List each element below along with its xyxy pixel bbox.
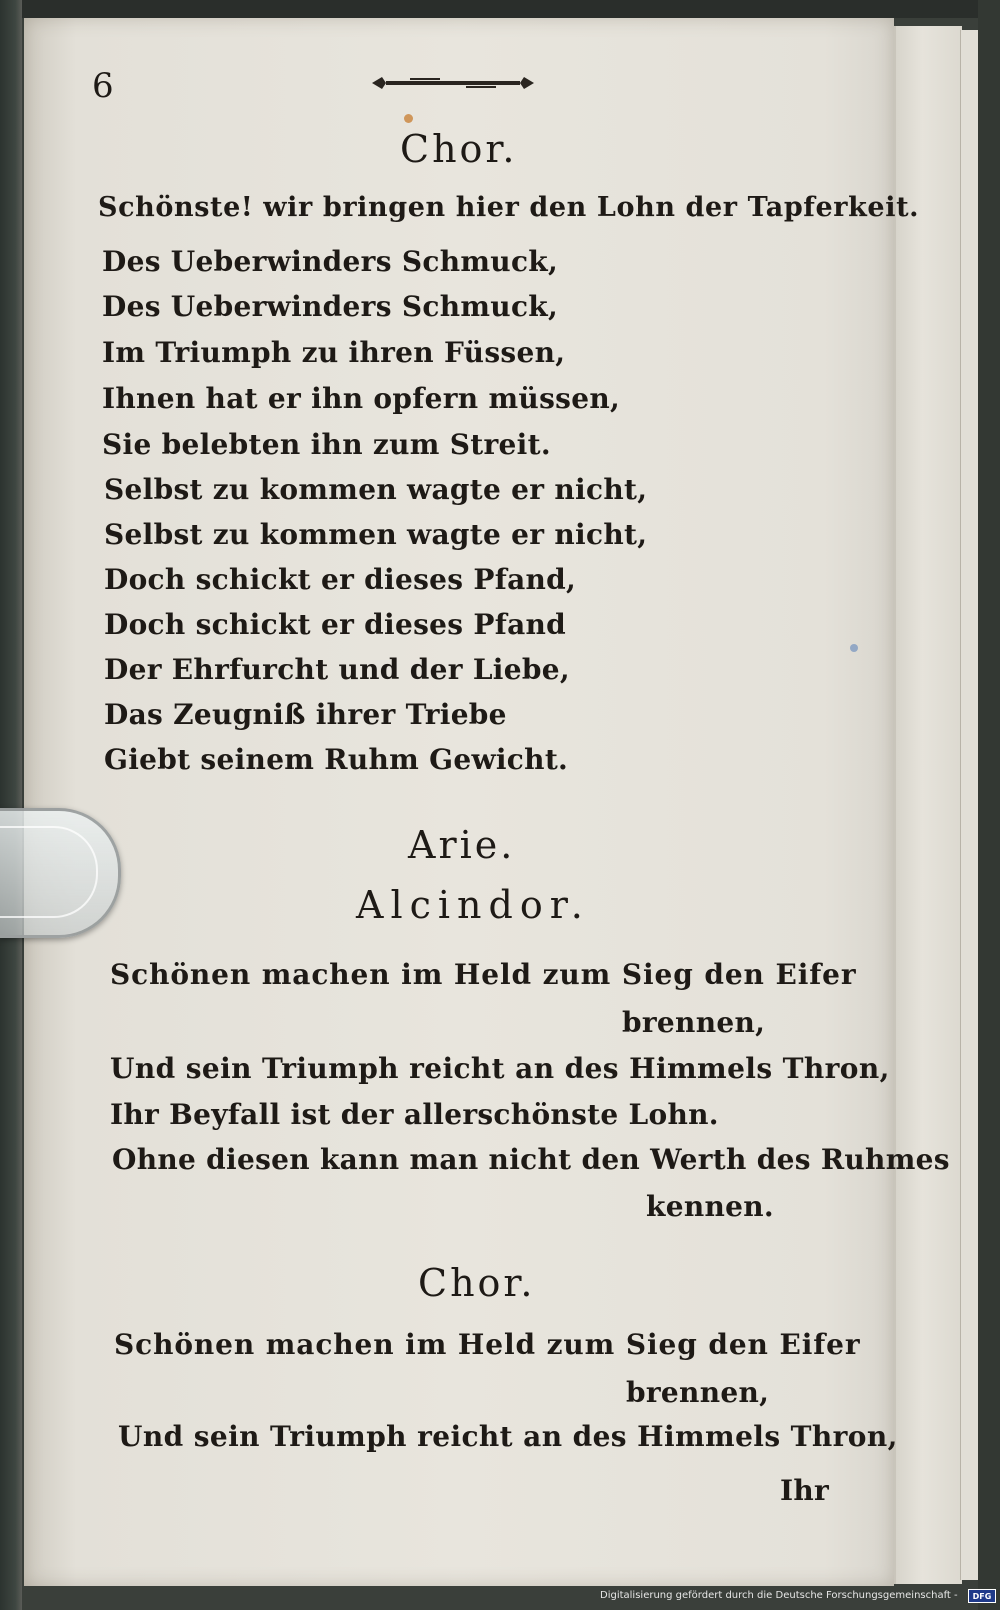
- verse-line: Schönen machen im Held zum Sieg den Eifer: [110, 958, 857, 991]
- section-heading-arie: Arie.: [408, 823, 516, 867]
- ornament-rule: [370, 73, 536, 93]
- paper-stain: [850, 644, 858, 652]
- verse-line-continuation: brennen,: [622, 1006, 766, 1039]
- verse-line: Ihr Beyfall ist der allerschönste Lohn.: [110, 1098, 719, 1131]
- verse-line: Selbst zu kommen wagte er nicht,: [104, 473, 648, 506]
- speaker-name: Alcindor.: [356, 883, 590, 927]
- page-number: 6: [92, 66, 114, 106]
- catchword: Ihr: [780, 1474, 830, 1507]
- verse-line: Ohne diesen kann man nicht den Werth des Ruhmes: [112, 1143, 950, 1176]
- verse-line: Der Ehrfurcht und der Liebe,: [104, 653, 570, 686]
- verse-line-continuation: kennen.: [646, 1190, 774, 1223]
- section-heading-chor: Chor.: [400, 127, 518, 171]
- verse-line: Ihnen hat er ihn opfern müssen,: [102, 382, 621, 415]
- adjacent-page: [894, 26, 962, 1584]
- page-edge: [960, 30, 979, 1580]
- dfg-logo: DFG: [968, 1589, 996, 1603]
- top-edge: [0, 0, 1000, 18]
- verse-line: Des Ueberwinders Schmuck,: [102, 290, 559, 323]
- verse-line-continuation: brennen,: [626, 1376, 770, 1409]
- verse-line: Im Triumph zu ihren Füssen,: [102, 336, 566, 369]
- verse-line: Schönste! wir bringen hier den Lohn der Tapferkeit.: [98, 192, 920, 223]
- verse-line: Giebt seinem Ruhm Gewicht.: [104, 743, 569, 776]
- verse-line: Sie belebten ihn zum Streit.: [102, 428, 551, 461]
- page-clip-highlight: [0, 826, 98, 918]
- verse-line: Doch schickt er dieses Pfand: [104, 608, 567, 641]
- digitization-credit: Digitalisierung gefördert durch die Deutsche Forschungsgemeinschaft -: [600, 1590, 958, 1601]
- book-binding: [0, 0, 22, 1610]
- right-edge: [978, 0, 1000, 1610]
- verse-line: Selbst zu kommen wagte er nicht,: [104, 518, 648, 551]
- verse-line: Und sein Triumph reicht an des Himmels Thron,: [110, 1052, 890, 1085]
- verse-line: Das Zeugniß ihrer Triebe: [104, 698, 507, 731]
- verse-line: Des Ueberwinders Schmuck,: [102, 245, 559, 278]
- paper-stain: [404, 114, 413, 123]
- verse-line: Schönen machen im Held zum Sieg den Eifer: [114, 1328, 861, 1361]
- section-heading-chor: Chor.: [418, 1261, 536, 1305]
- verse-line: Und sein Triumph reicht an des Himmels Thron,: [118, 1420, 898, 1453]
- verse-line: Doch schickt er dieses Pfand,: [104, 563, 577, 596]
